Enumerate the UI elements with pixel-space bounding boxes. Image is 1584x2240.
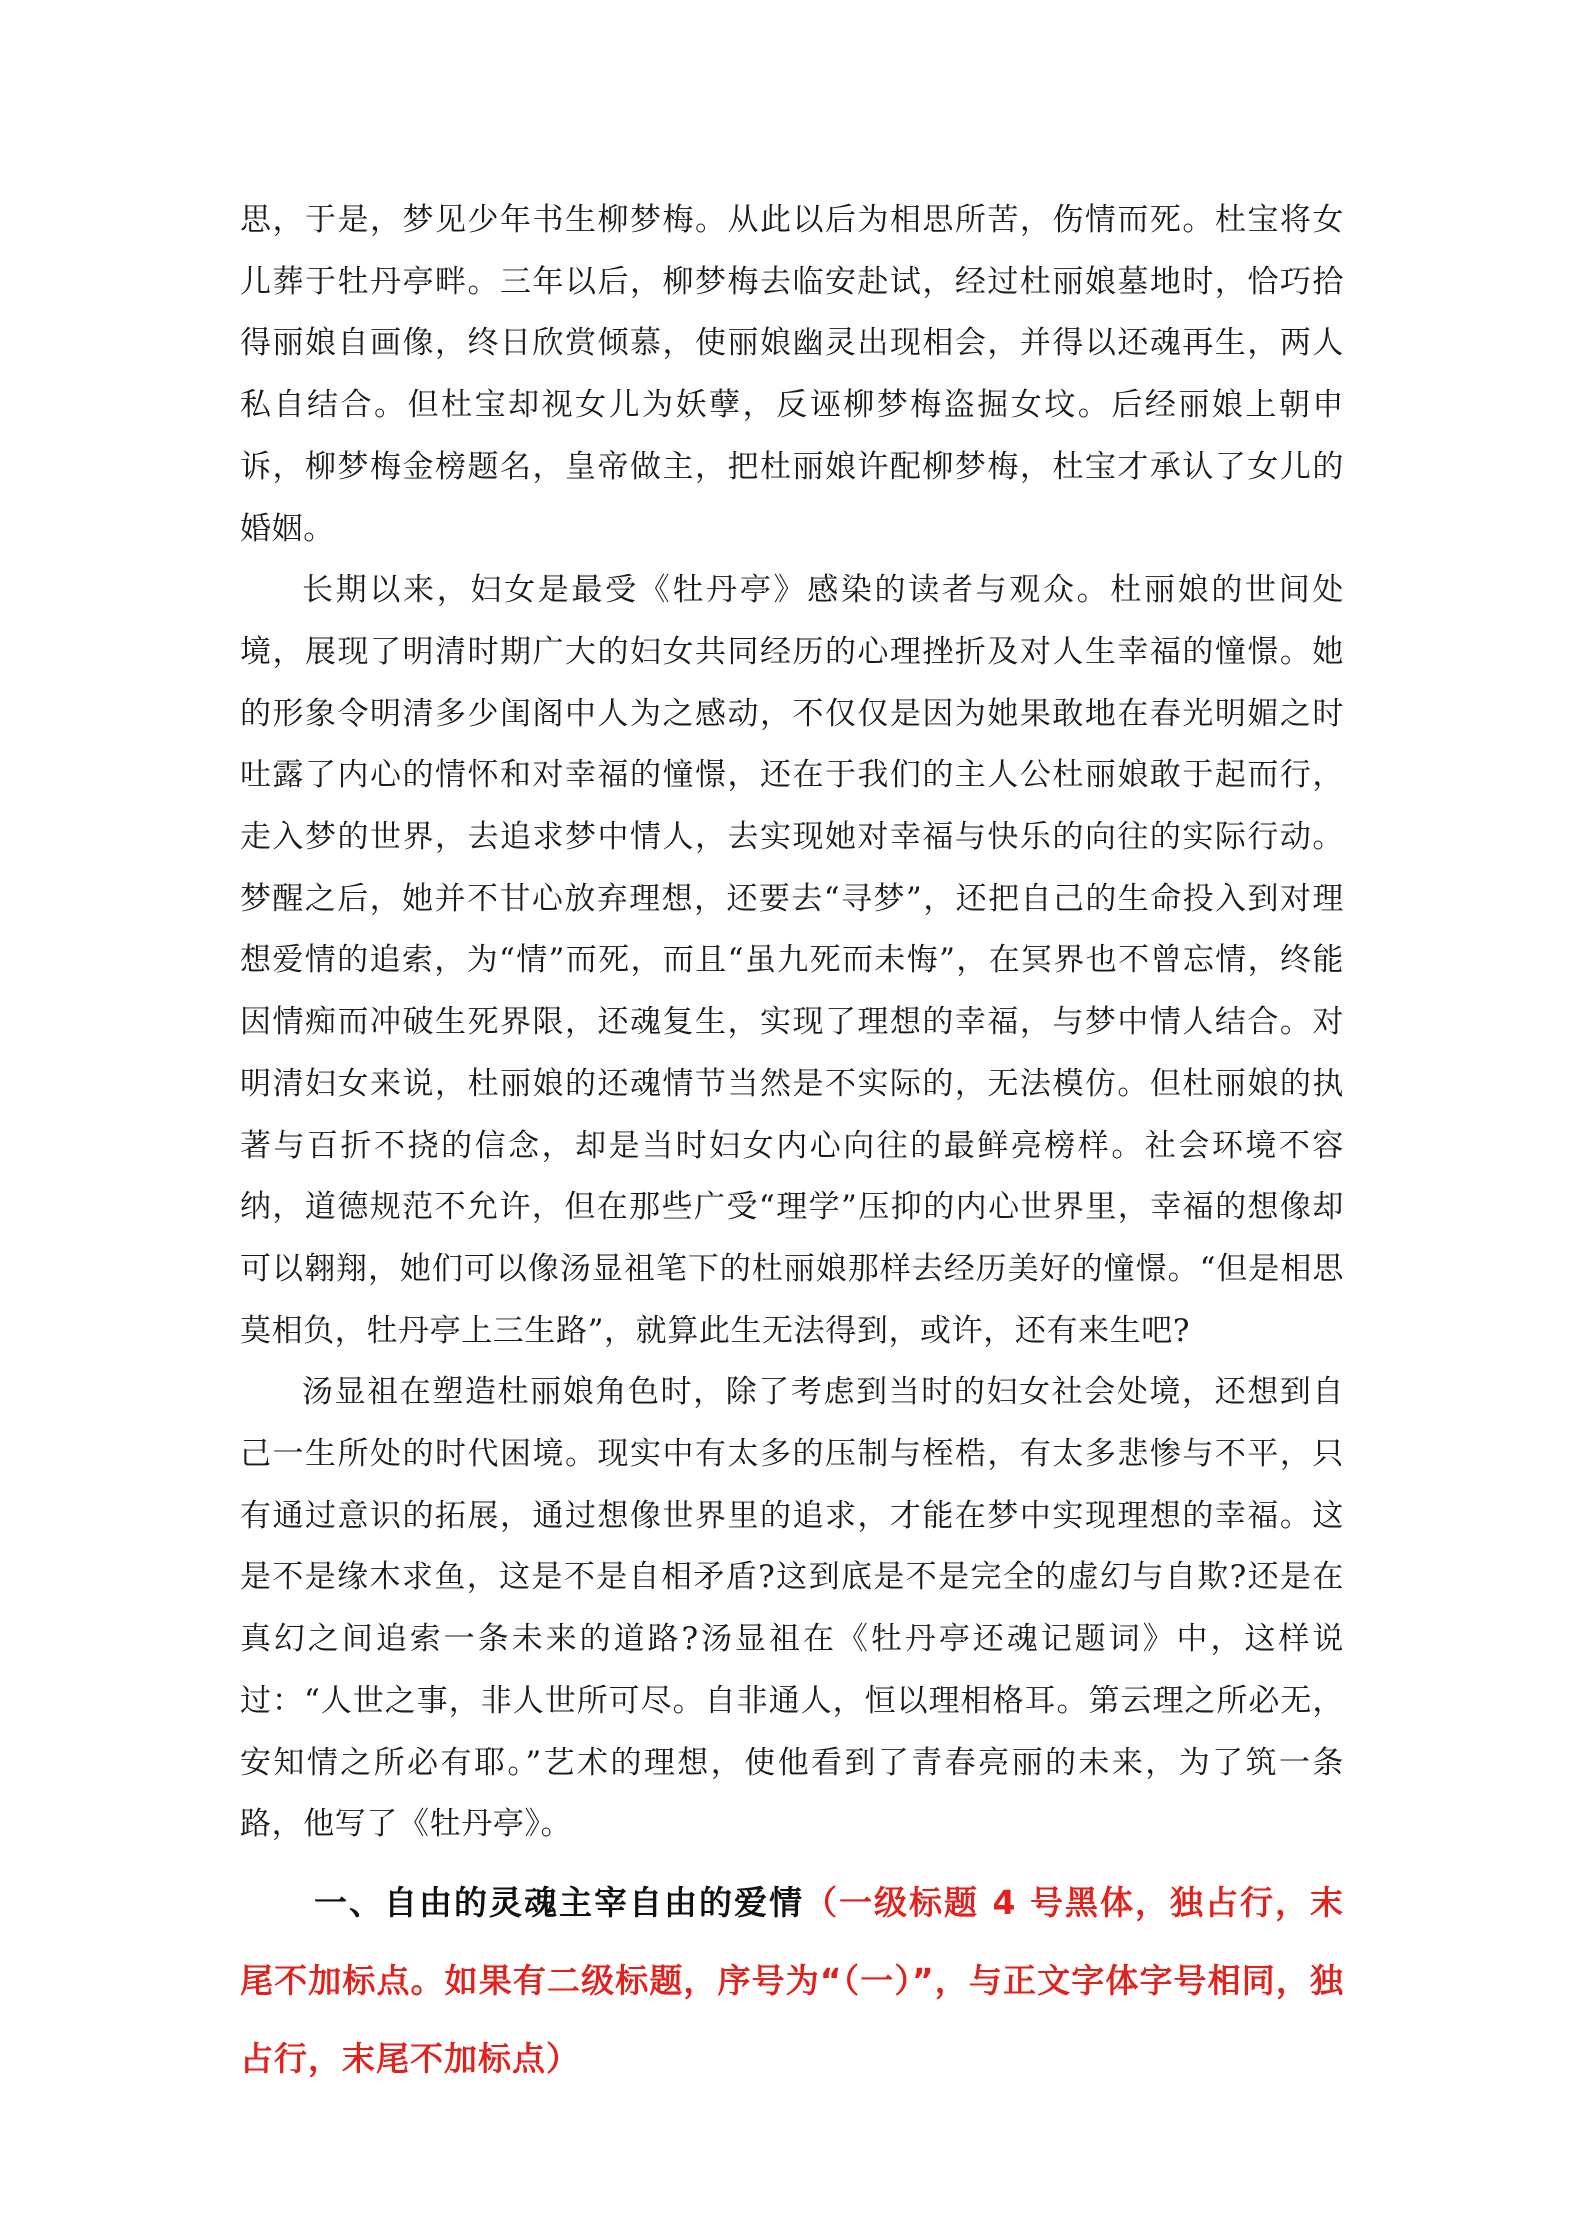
heading-format-note: （一级标题 4 号黑体，独占行，末尾不加标点。如果有二级标题，序号为“（一）”，与正文字体字号相同，独占行，末尾不加标点）: [240, 1882, 1344, 2078]
section-heading: [240, 1864, 1344, 2098]
heading-title: 一、自由的灵魂主宰自由的爱情: [314, 1882, 805, 1922]
paragraph-women-readers: 长期以来，妇女是最受《牡丹亭》感染的读者与观众。杜丽娘的世间处境，展现了明清时期广大的妇女共同经历的心理挫折及对人生幸福的憧憬。她的形象令明清多少闺阁中人为之感动，不仅仅是因为她果敢地在春光明媚之时吐露了内心的情怀和对幸福的憧憬，还在于我们的主人公杜丽娘敢于起而行，走入梦的世界，去追求梦中情人，去实现她对幸福与快乐的向往的实际行动。梦醒之后，她并不甘心放弃理想，还要去“寻梦”，还把自己的生命投入到对理想爱情的追索，为“情”而死，而且“虽九死而未悔”，在冥界也不曾忘情，终能因情痴而冲破生死界限，还魂复生，实现了理想的幸福，与梦中情人结合。对明清妇女来说，杜丽娘的还魂情节当然是不实际的，无法模仿。但杜丽娘的执著与百折不挠的信念，却是当时妇女内心向往的最鲜亮榜样。社会环境不容纳，道德规范不允许，但在那些广受“理学”压抑的内心世界里，幸福的想像却可以翱翔，她们可以像汤显祖笔下的杜丽娘那样去经历美好的憧憬。“但是相思莫相负，牡丹亭上三生路”，就算此生无法得到，或许，还有来生吧?: [240, 572, 1344, 1349]
paragraph-continuation: 思，于是，梦见少年书生柳梦梅。从此以后为相思所苦，伤情而死。杜宝将女儿葬于牡丹亭畔。三年以后，柳梦梅去临安赴试，经过杜丽娘墓地时，恰巧拾得丽娘自画像，终日欣赏倾慕，使丽娘幽灵出现相会，并得以还魂再生，两人私自结合。但杜宝却视女儿为妖孽，反诬柳梦梅盗掘女坟。后经丽娘上朝申诉，柳梦梅金榜题名，皇帝做主，把杜丽娘许配柳梦梅，杜宝才承认了女儿的婚姻。: [240, 202, 1344, 547]
document-page: [240, 190, 1344, 2098]
paragraph-tang-xianzu: 汤显祖在塑造杜丽娘角色时，除了考虑到当时的妇女社会处境，还想到自己一生所处的时代困境。现实中有太多的压制与桎梏，有太多悲惨与不平，只有通过意识的拓展，通过想像世界里的追求，才能在梦中实现理想的幸福。这是不是缘木求鱼，这是不是自相矛盾?这到底是不是完全的虚幻与自欺?还是在真幻之间追索一条未来的道路?汤显祖在《牡丹亭还魂记题词》中，这样说过：“人世之事，非人世所可尽。自非通人，恒以理相格耳。第云理之所必无，安知情之所必有耶。”艺术的理想，使他看到了青春亮丽的未来，为了筑一条路，他写了《牡丹亭》。: [240, 1374, 1344, 1843]
